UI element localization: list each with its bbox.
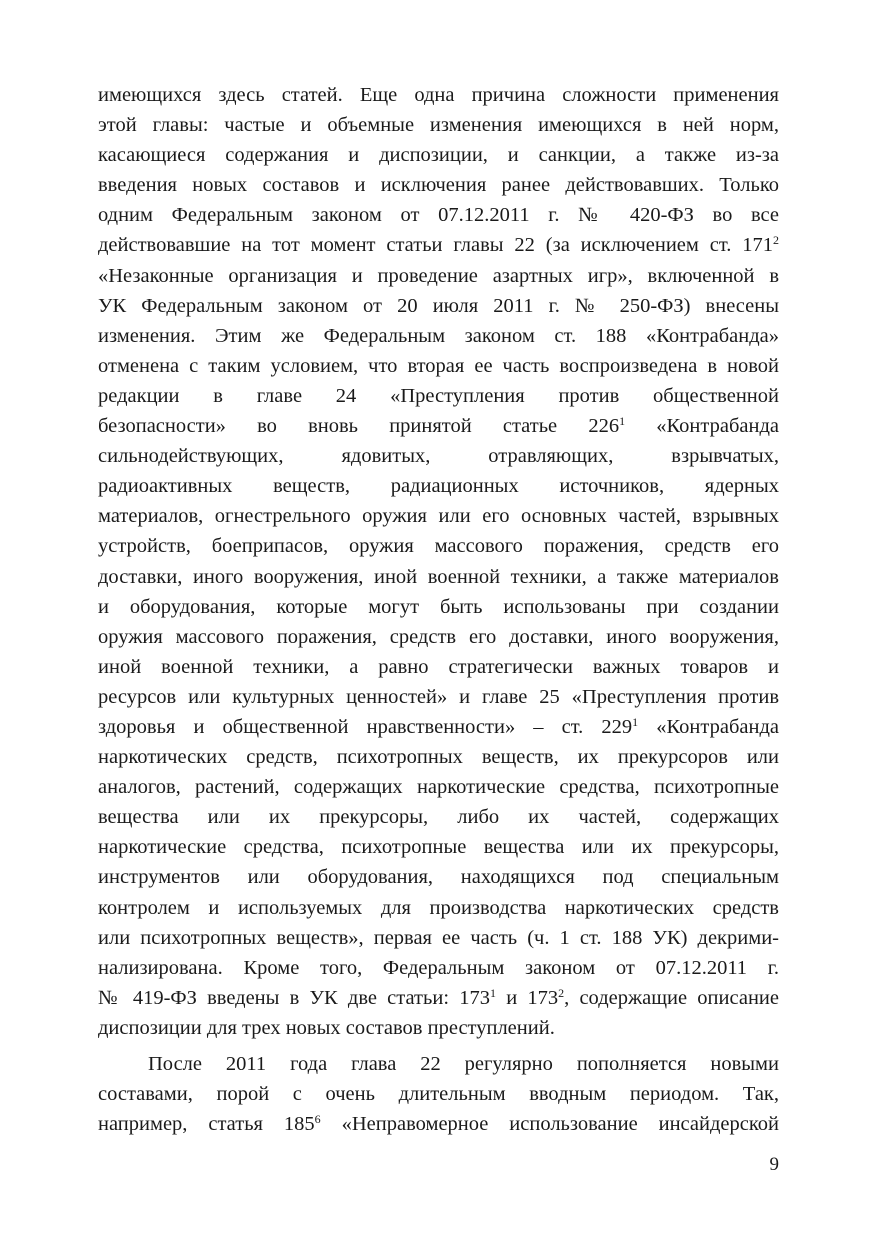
text-line: [98, 802, 779, 832]
text-segment: иной военной техники, а равно стратегически важных товаров и: [98, 655, 779, 678]
text-line: [98, 531, 779, 561]
text-line: [98, 471, 779, 501]
text-segment: контролем и используемых для производства наркотических средств: [98, 896, 779, 919]
text-line: [98, 832, 779, 862]
text-segment: здоровья и общественной нравственности» – ст. 229: [98, 715, 633, 738]
text-line: [98, 953, 779, 983]
text-segment: устройств, боеприпасов, оружия массового поражения, средств его: [98, 535, 779, 558]
text-line: [98, 983, 779, 1013]
text-line: [98, 321, 779, 351]
text-segment: № 419-ФЗ введены в УК две статьи: 173: [98, 986, 490, 1009]
text-segment: вещества или их прекурсоры, либо их частей, содержащих: [98, 806, 779, 829]
text-line: [98, 411, 779, 441]
text-segment: «Незаконные организация и проведение азартных игр», включенной в: [98, 264, 779, 287]
text-segment: имеющихся здесь статей. Еще одна причина сложности применения: [98, 84, 779, 106]
text-segment: ресурсов или культурных ценностей» и главе 25 «Преступления против: [98, 685, 779, 708]
text-line: [98, 652, 779, 682]
text-line: [98, 1079, 779, 1109]
text-line: [98, 772, 779, 802]
text-segment: действовавшие на тот момент статьи главы 22 (за исключением ст. 171: [98, 234, 773, 257]
text-segment: составами, порой с очень длительным вводным периодом. Так,: [98, 1083, 779, 1106]
text-segment: инструментов или оборудования, находящихся под специальным: [98, 866, 779, 889]
superscript: 6: [314, 1112, 321, 1126]
text-line: [98, 501, 779, 531]
text-line: [98, 140, 779, 170]
text-segment: «Контрабанда: [638, 715, 779, 738]
text-line: [98, 923, 779, 953]
text-segment: отменена с таким условием, что вторая ее часть воспроизведена в новой: [98, 354, 779, 377]
text-line: [98, 351, 779, 381]
text-segment: наркотических средств, психотропных веществ, их прекурсоров или: [98, 746, 779, 769]
text-segment: доставки, иного вооружения, иной военной техники, а также материалов: [98, 565, 779, 588]
text-line: [98, 261, 779, 291]
page-number: 9: [769, 1154, 779, 1175]
text-segment: редакции в главе 24 «Преступления против общественной: [98, 384, 779, 407]
text-segment: или психотропных веществ», первая ее часть (ч. 1 ст. 188 УК) декрими-: [98, 926, 779, 949]
text-line: [98, 381, 779, 411]
text-line: [98, 441, 779, 471]
text-segment: например, статья 185: [98, 1113, 315, 1136]
superscript: 1: [619, 413, 626, 428]
text-line: [98, 1109, 779, 1139]
text-segment: сильнодействующих, ядовитых, отравляющих, взрывчатых,: [98, 445, 779, 468]
text-segment: введения новых составов и исключения ранее действовавших. Только: [98, 174, 779, 197]
text-segment: одним Федеральным законом от 07.12.2011 г. № 420-ФЗ во все: [98, 204, 779, 227]
text-line: [98, 1049, 779, 1079]
text-segment: безопасности» во вновь принятой статье 226: [98, 415, 620, 438]
text-line: [98, 712, 779, 742]
text-segment: радиоактивных веществ, радиационных источников, ядерных: [98, 475, 779, 498]
text-segment: касающиеся содержания и диспозиции, и санкции, а также из-за: [98, 144, 779, 167]
text-segment: , содержащие описание: [564, 986, 779, 1009]
superscript: 2: [558, 985, 565, 1000]
text-segment: и 173: [496, 986, 559, 1009]
superscript: 1: [632, 714, 639, 729]
text-segment: изменения. Этим же Федеральным законом ст. 188 «Контрабанда»: [98, 324, 779, 347]
text-segment: наркотические средства, психотропные вещества или их прекурсоры,: [98, 836, 779, 859]
text-segment: оружия массового поражения, средств его доставки, иного вооружения,: [98, 625, 779, 648]
text-line: [98, 592, 779, 622]
text-line: [98, 291, 779, 321]
superscript: 1: [490, 985, 496, 1000]
text-line: [98, 742, 779, 772]
text-line: [98, 682, 779, 712]
text-line: [98, 562, 779, 592]
superscript: 2: [773, 233, 779, 248]
text-line: [98, 893, 779, 923]
text-line: [98, 200, 779, 230]
text-segment: аналогов, растений, содержащих наркотические средства, психотропные: [98, 776, 779, 799]
text-segment: материалов, огнестрельного оружия или его основных частей, взрывных: [98, 505, 779, 528]
text-segment: и оборудования, которые могут быть использованы при создании: [98, 595, 779, 618]
paragraph: [98, 1049, 779, 1139]
document-page: [98, 80, 779, 1139]
text-segment: этой главы: частые и объемные изменения имеющихся в ней норм,: [98, 114, 779, 137]
text-line: [98, 170, 779, 200]
text-segment: «Неправомерное использование инсайдерской: [320, 1113, 779, 1136]
paragraph: [98, 80, 779, 1043]
text-segment: УК Федеральным законом от 20 июля 2011 г. № 250-ФЗ) внесены: [98, 294, 779, 317]
text-segment: нализирована. Кроме того, Федеральным законом от 07.12.2011 г.: [98, 956, 779, 979]
text-line: [98, 110, 779, 140]
text-line: [98, 862, 779, 892]
text-segment: «Контрабанда: [625, 415, 779, 438]
text-line: [98, 80, 779, 110]
text-line: [98, 230, 779, 260]
text-segment: После 2011 года глава 22 регулярно пополняется новыми: [148, 1053, 779, 1075]
text-segment: диспозиции для трех новых составов преступлений.: [98, 1016, 555, 1039]
text-line: [98, 622, 779, 652]
text-line: [98, 1013, 779, 1043]
